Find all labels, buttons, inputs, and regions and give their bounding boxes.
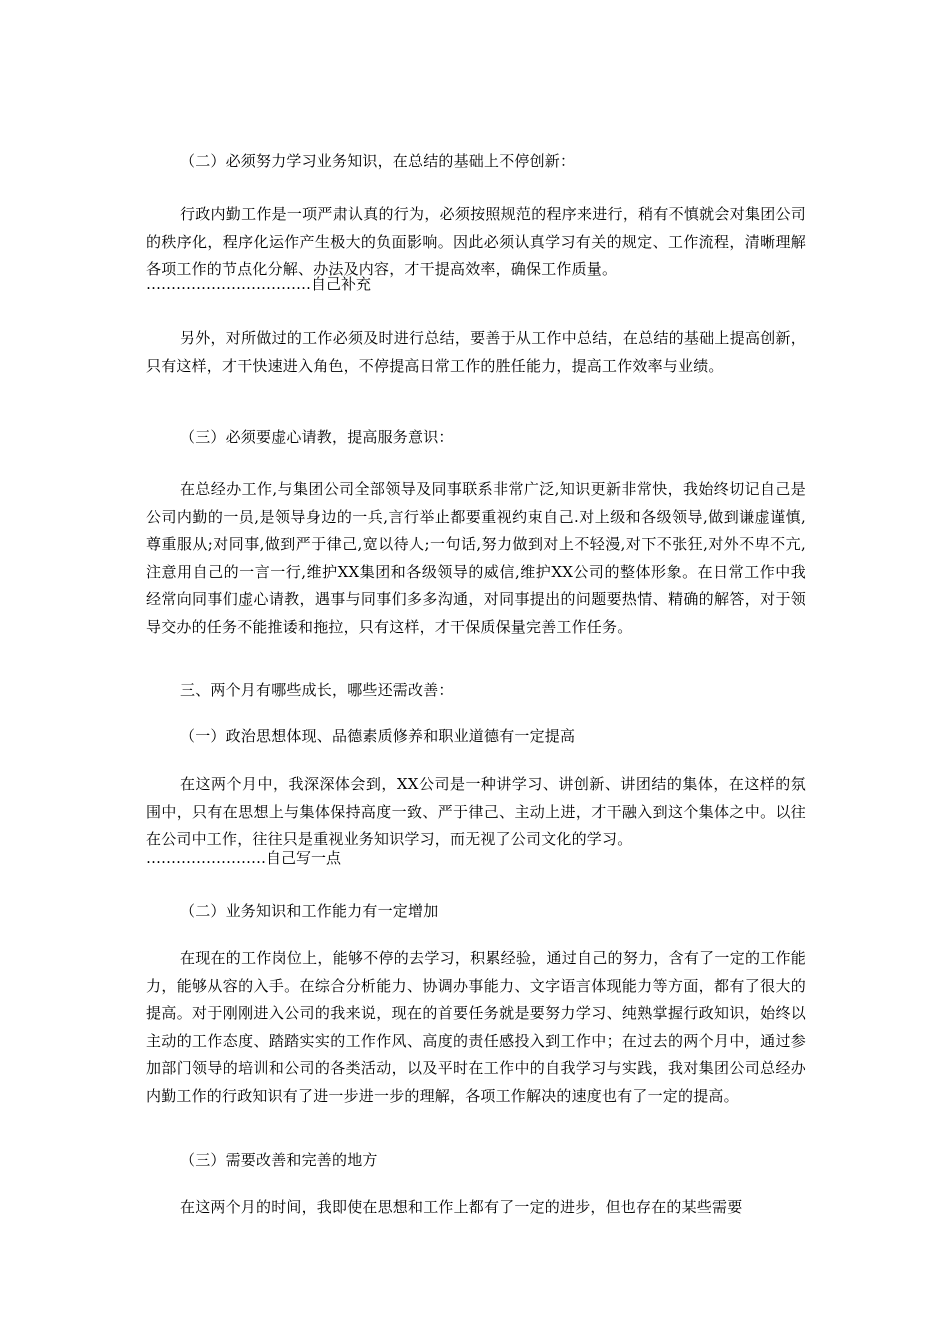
paragraph-service: 在总经办工作,与集团公司全部领导及同事联系非常广泛,知识更新非常快，我始终切记自己是公司内勤的一员,是领导身边的一兵,言行举止都要重视约束自己.对上级和各级领导,做到谦虚谨慎,尊重服从;对同事,做到严于律己,宽以待人;一句话,努力做到对上不轻漫,对下不张狂,对外不卑不亢,注意用自己的一言一行,维护XX集团和各级领导的威信,维护XX公司的整体形象。在日常工作中我经常向同事们虚心请教，遇事与同事们多多沟通，对同事提出的问题要热情、精确的解答，对于领导交办的任务不能推诿和拖拉，只有这样，才干保质保量完善工作任务。 [146, 480, 806, 636]
paragraph-improve: 在这两个月的时间，我即使在思想和工作上都有了一定的进步，但也存在的某些需要 [180, 1198, 743, 1216]
section-heading: （三）需要改善和完善的地方 [180, 1151, 378, 1169]
note-fill-in: ……………………………自己补充 [146, 275, 372, 293]
paragraph-ability: 在现在的工作岗位上，能够不停的去学习，积累经验，通过自己的努力，含有了一定的工作能力，能够从容的入手。在综合分析能力、协调办事能力、文字语言体现能力等方面，都有了很大的提高。对于刚刚进入公司的我来说，现在的首要任务就是要努力学习、纯熟掌握行政知识，始终以主动的工作态度、踏踏实实的工作作风、高度的责任感投入到工作中；在过去的两个月中，通过参加部门领导的培训和公司的各类活动，以及平时在工作中的自我学习与实践，我对集团公司总经办内勤工作的行政知识有了进一步进一步的理解，各项工作解决的速度也有了一定的提高。 [146, 949, 806, 1105]
paragraph-summary: 另外，对所做过的工作必须及时进行总结，要善于从工作中总结，在总结的基础上提高创新，只有这样，才干快速进入角色，不停提高日常工作的胜任能力，提高工作效率与业绩。 [146, 329, 806, 375]
paragraph-admin-work: 行政内勤工作是一项严肃认真的行为，必须按照规范的程序来进行，稍有不慎就会对集团公司的秩序化，程序化运作产生极大的负面影响。因此必须认真学习有关的规定、工作流程，清晰理解各项工作的节点化分解、办法及内容，才干提高效率，确保工作质量。 [146, 205, 806, 278]
paragraph-growth: 在这两个月中，我深深体会到，XX公司是一种讲学习、讲创新、讲团结的集体，在这样的氛围中，只有在思想上与集体保持高度一致、严于律己、主动上进，才干融入到这个集体之中。以往在公司中工作，往往只是重视业务知识学习，而无视了公司文化的学习。 [146, 775, 806, 848]
section-heading: （二）必须努力学习业务知识，在总结的基础上不停创新： [180, 152, 576, 170]
chapter-heading: 三、两个月有哪些成长，哪些还需改善： [180, 681, 454, 699]
note-fill-in: ……………………自己写一点 [146, 849, 342, 867]
section-heading: （三）必须要虚心请教，提高服务意识： [180, 428, 454, 446]
section-heading: （二）业务知识和工作能力有一定增加 [180, 902, 439, 920]
section-heading: （一）政治思想体现、品德素质修养和职业道德有一定提高 [180, 727, 576, 745]
